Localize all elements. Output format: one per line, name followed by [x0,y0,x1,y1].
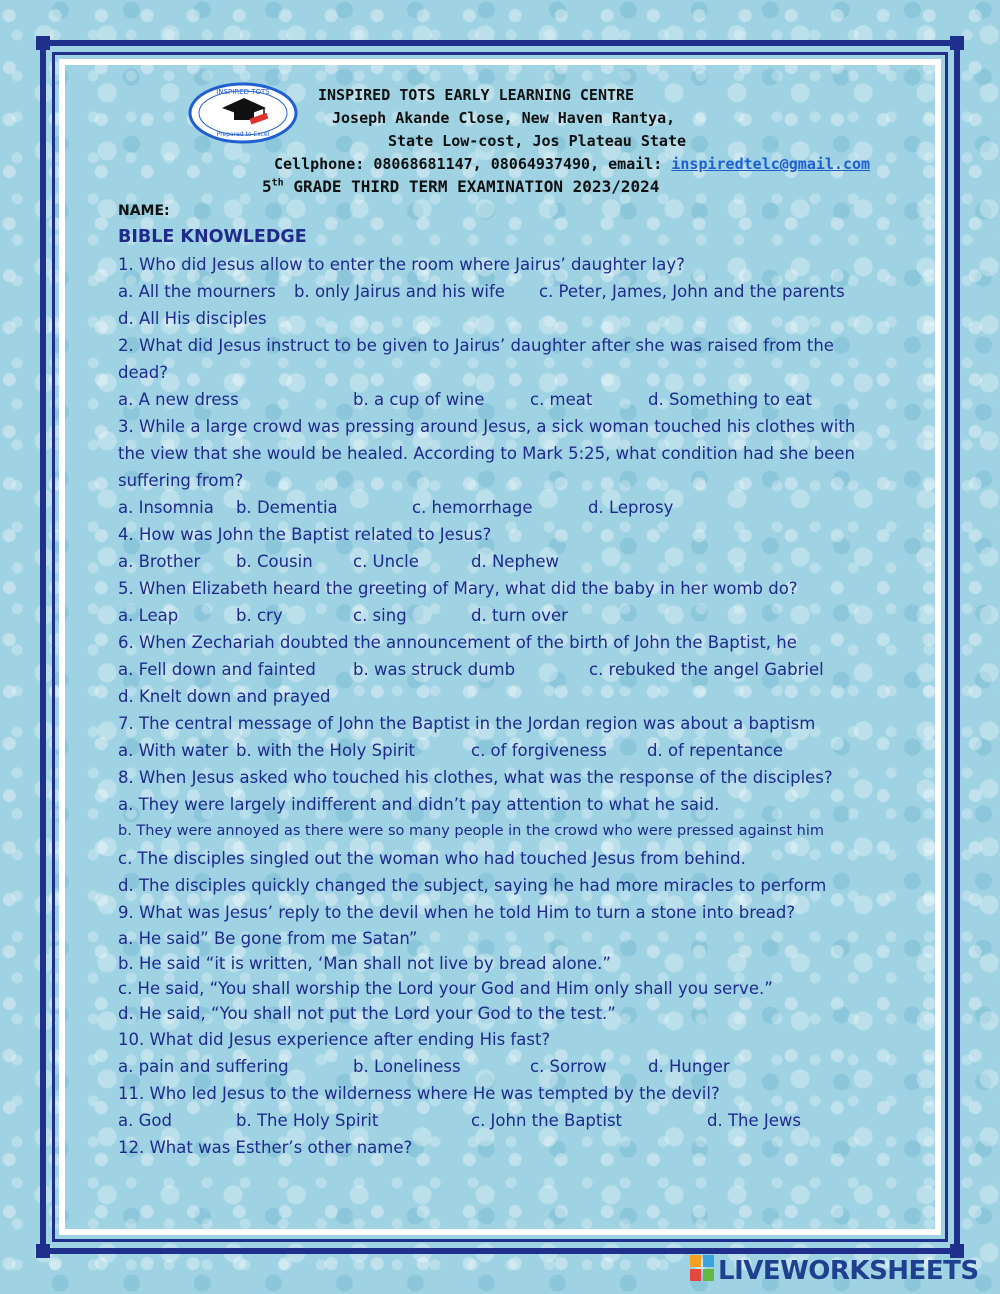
q2-option-c[interactable]: c. meat [530,390,593,409]
q2-option-b[interactable]: b. a cup of wine [353,390,485,409]
q10-option-b[interactable]: b. Loneliness [353,1057,461,1076]
q11-option-a[interactable]: a. God [118,1111,172,1130]
q4-options [118,548,878,575]
q10-option-d[interactable]: d. Hunger [648,1057,730,1076]
q2-option-a[interactable]: a. A new dress [118,390,239,409]
logo-text-bottom: Prepared to Excel [216,131,270,138]
question-2-line-1: 2. What did Jesus instruct to be given to Jairus’ daughter after she was raised from the [118,336,834,355]
q1-option-b[interactable]: b. only Jairus and his wife [294,282,505,301]
question-3-line-1: 3. While a large crowd was pressing around Jesus, a sick woman touched his clothes with [118,417,856,436]
school-logo [188,82,298,148]
question-9: 9. What was Jesus’ reply to the devil when he told Him to turn a stone into bread? [118,903,796,922]
question-1: 1. Who did Jesus allow to enter the room where Jairus’ daughter lay? [118,255,685,274]
q4-option-c[interactable]: c. Uncle [353,552,419,571]
question-4: 4. How was John the Baptist related to Jesus? [118,525,492,544]
q10-option-a[interactable]: a. pain and suffering [118,1057,289,1076]
grade-number: 5 [262,177,272,196]
q3-option-d[interactable]: d. Leprosy [588,498,674,517]
grade-superscript: th [271,177,284,189]
q11-option-b[interactable]: b. The Holy Spirit [236,1111,379,1130]
q7-option-b[interactable]: b. with the Holy Spirit [236,741,416,760]
q11-option-c[interactable]: c. John the Baptist [471,1111,623,1130]
q5-option-d[interactable]: d. turn over [471,606,568,625]
question-6: 6. When Zechariah doubted the announcement of the birth of John the Baptist, he [118,633,797,652]
subject-heading: BIBLE KNOWLEDGE [118,227,307,247]
liveworksheets-watermark [690,1255,979,1288]
q8-option-a[interactable]: a. They were largely indifferent and didn’t pay attention to what he said. [118,795,720,814]
q5-option-c[interactable]: c. sing [353,606,407,625]
question-5: 5. When Elizabeth heard the greeting of Mary, what did the baby in her womb do? [118,579,798,598]
name-label: NAME: [118,203,170,219]
q9-option-c[interactable]: c. He said, “You shall worship the Lord your God and Him only shall you serve.” [118,979,773,998]
question-7: 7. The central message of John the Baptist in the Jordan region was about a baptism [118,714,816,733]
watermark-text: LIVEWORKSHEETS [718,1256,979,1286]
question-2-line-2: dead? [118,363,168,382]
q4-option-b[interactable]: b. Cousin [236,552,313,571]
exam-content [118,200,878,1161]
q7-option-c[interactable]: c. of forgiveness [471,741,607,760]
exam-title [262,177,659,196]
q10-option-c[interactable]: c. Sorrow [530,1057,607,1076]
q6-option-c[interactable]: c. rebuked the angel Gabriel [589,660,824,679]
q1-option-c[interactable]: c. Peter, James, John and the parents [539,282,845,301]
logo-text-top: INSPIRED TOTS [216,88,270,96]
q3-options [118,494,878,521]
q2-options [118,386,878,413]
q5-option-a[interactable]: a. Leap [118,606,179,625]
corner-ornament [36,36,50,50]
school-address-2: State Low-cost, Jos Plateau State [388,132,687,150]
q4-option-a[interactable]: a. Brother [118,552,201,571]
q11-options [118,1107,878,1134]
email-link[interactable]: inspiredtelc@gmail.com [671,155,871,173]
q7-option-a[interactable]: a. With water [118,741,229,760]
school-address-1: Joseph Akande Close, New Haven Rantya, [332,109,676,127]
corner-ornament [950,36,964,50]
q3-option-c[interactable]: c. hemorrhage [412,498,533,517]
corner-ornament [36,1244,50,1258]
question-3-line-3: suffering from? [118,471,244,490]
q5-options [118,602,878,629]
q6-option-a[interactable]: a. Fell down and fainted [118,660,316,679]
contact-prefix: Cellphone: 08068681147, 08064937490, email: [274,155,672,173]
q9-option-b[interactable]: b. He said “it is written, ‘Man shall not live by bread alone.” [118,954,611,973]
liveworksheets-logo-icon [690,1255,714,1288]
q5-option-b[interactable]: b. cry [236,606,283,625]
q9-option-d[interactable]: d. He said, “You shall not put the Lord your God to the test.” [118,1004,616,1023]
question-11: 11. Who led Jesus to the wilderness where He was tempted by the devil? [118,1084,720,1103]
question-12: 12. What was Esther’s other name? [118,1138,413,1157]
question-10: 10. What did Jesus experience after ending His fast? [118,1030,551,1049]
school-name: INSPIRED TOTS EARLY LEARNING CENTRE [318,86,635,104]
q9-option-a[interactable]: a. He said” Be gone from me Satan” [118,929,418,948]
q8-option-c[interactable]: c. The disciples singled out the woman who had touched Jesus from behind. [118,849,746,868]
q10-options [118,1053,878,1080]
q1-option-a[interactable]: a. All the mourners [118,282,276,301]
q6-options [118,656,878,683]
school-contact [274,155,870,173]
q1-option-d[interactable]: d. All His disciples [118,309,267,328]
q3-option-b[interactable]: b. Dementia [236,498,338,517]
q7-option-d[interactable]: d. of repentance [647,741,784,760]
exam-title-rest: GRADE THIRD TERM EXAMINATION 2023/2024 [283,177,660,196]
question-8: 8. When Jesus asked who touched his clothes, what was the response of the disciples? [118,768,833,787]
q2-option-d[interactable]: d. Something to eat [648,390,812,409]
q6-option-d[interactable]: d. Knelt down and prayed [118,687,331,706]
q3-option-a[interactable]: a. Insomnia [118,498,214,517]
q4-option-d[interactable]: d. Nephew [471,552,560,571]
q7-options [118,737,878,764]
question-3-line-2: the view that she would be healed. According to Mark 5:25, what condition had she been [118,444,855,463]
q11-option-d[interactable]: d. The Jews [707,1111,802,1130]
q6-option-b[interactable]: b. was struck dumb [353,660,516,679]
q8-option-d[interactable]: d. The disciples quickly changed the subject, saying he had more miracles to perform [118,876,827,895]
q1-options [118,278,878,305]
q8-option-b[interactable]: b. They were annoyed as there were so many people in the crowd who were pressed against him [118,823,825,839]
